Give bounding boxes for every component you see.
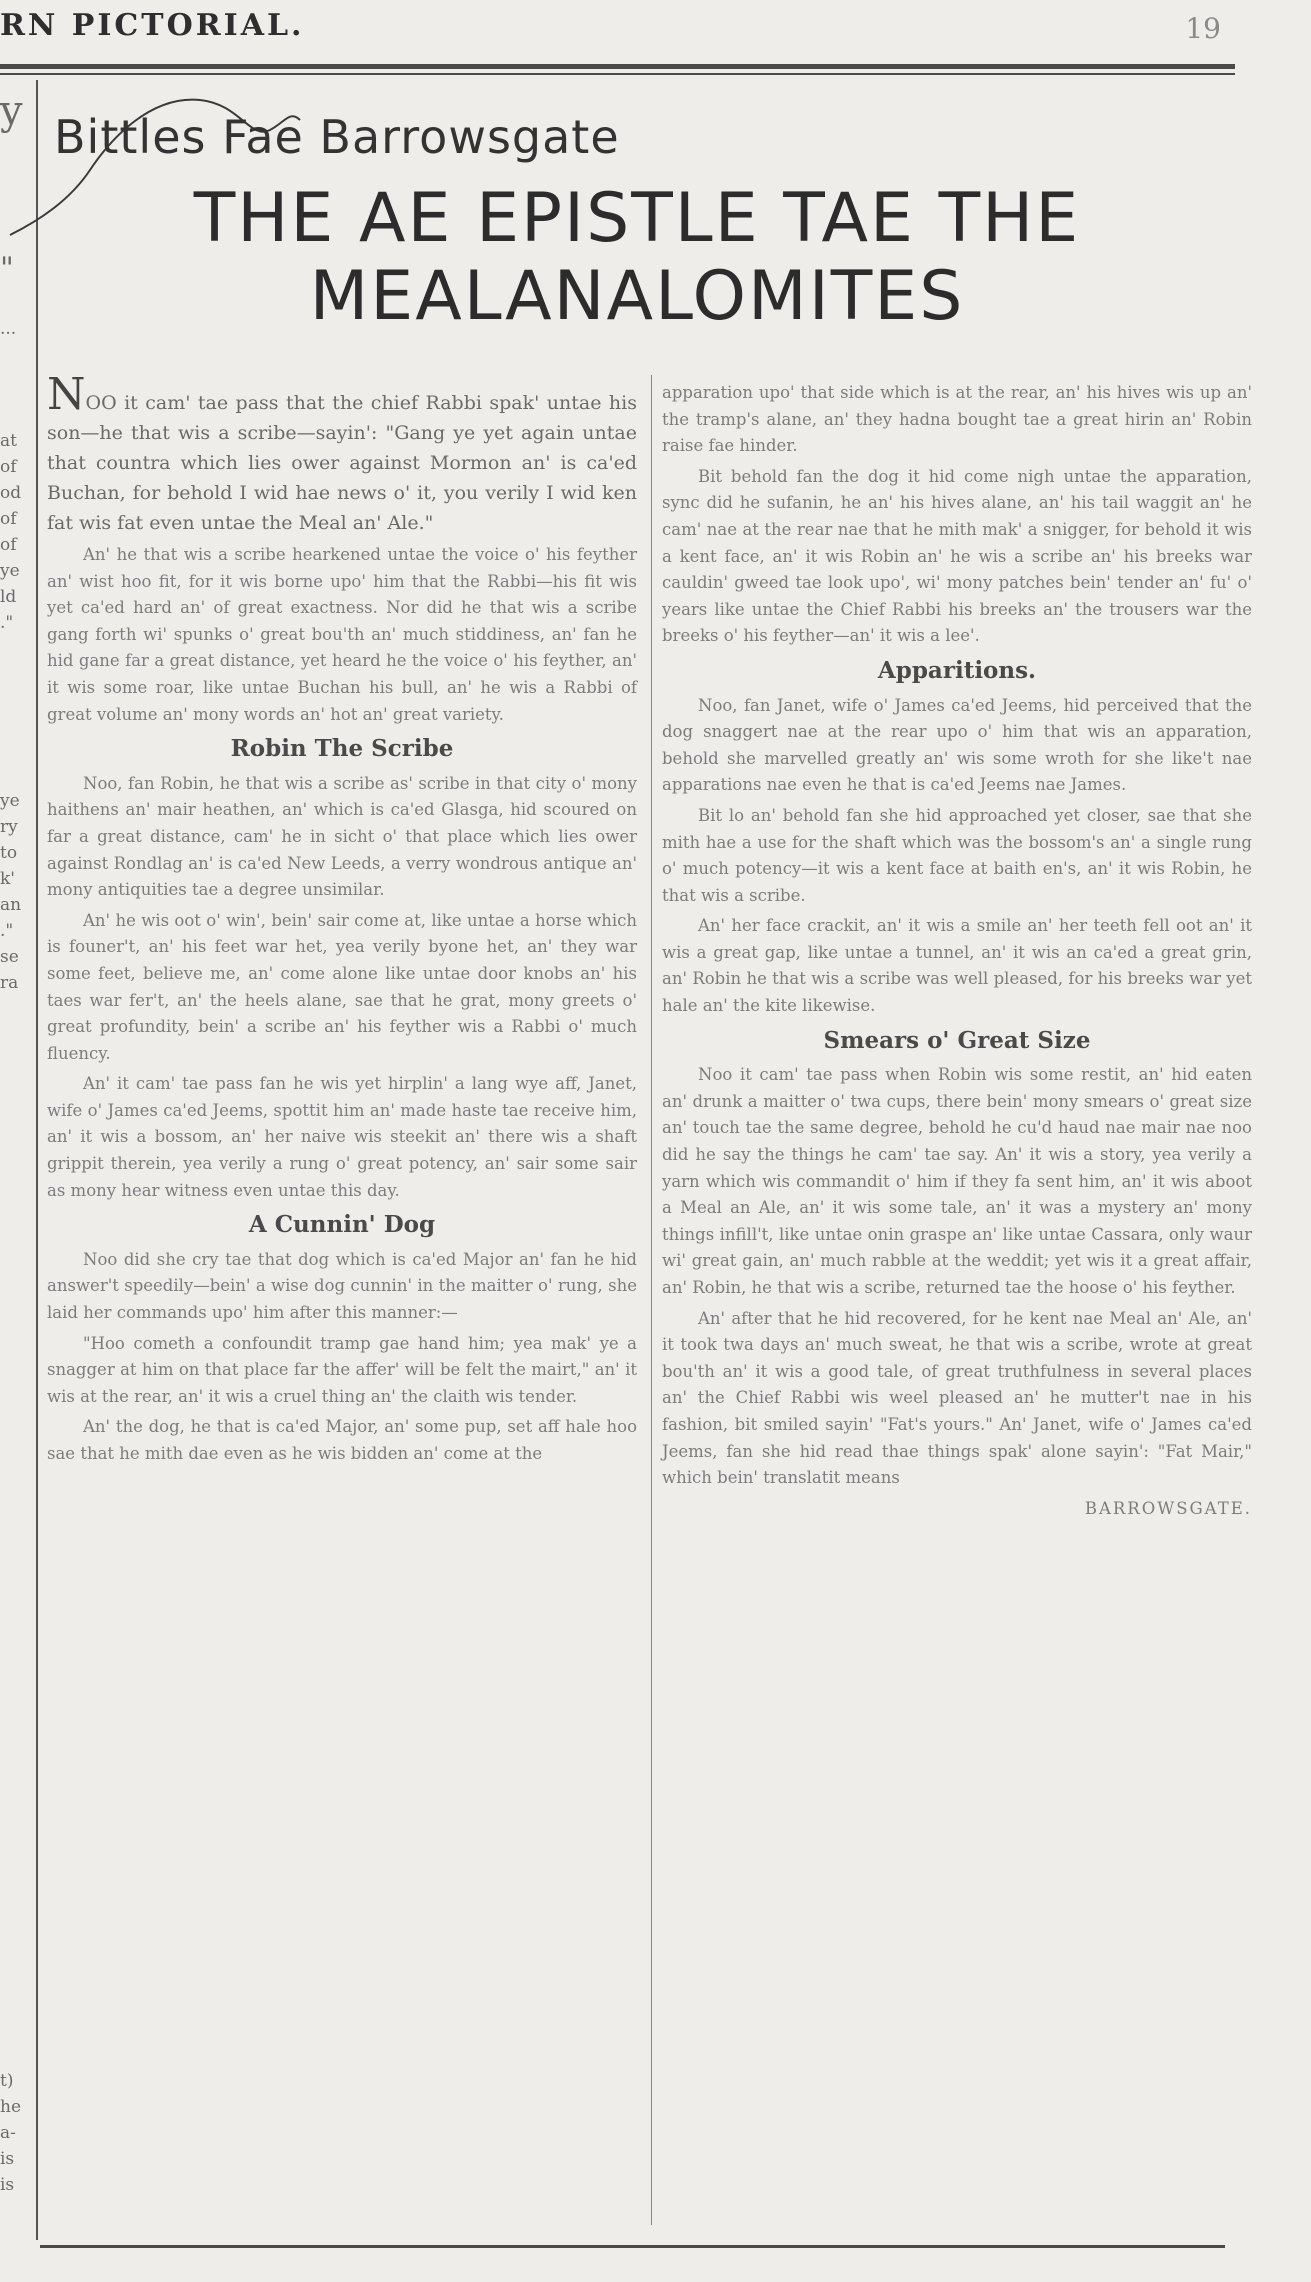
fragment: of [0, 535, 17, 555]
fragment: od [0, 483, 22, 503]
fragment: at [0, 431, 17, 451]
paragraph: An' he wis oot o' win', bein' sair come at, like untae a horse which is founer't, an' his feet war het, yea verily byone het, an' they war some feet, believe me, an' come alone like untae door knobs an' his taes war fer't, an' the heels alane, sae that he grat, mony greets o' great profundity, bein' a scribe an' his feyther wis a Rabbi o' much fluency. [47, 910, 637, 1063]
fragment: ld [0, 587, 17, 607]
fragment: to [0, 843, 18, 863]
running-head: RN PICTORIAL. [0, 8, 305, 43]
title-line-2: MEALANALOMITES [309, 257, 965, 336]
article-kicker: Bittles Fae Barrowsgate [54, 110, 620, 164]
fragment: of [0, 509, 17, 529]
fragment: y [0, 88, 23, 134]
article-column-2 [662, 380, 1252, 1526]
paragraph: An' it cam' tae pass fan he wis yet hirplin' a lang wye aff, Janet, wife o' James ca'ed Jeems, spottit him an' made haste tae receive him, an' it wis a bossom, an' her naive wis steekit an' there wis a shaft grippit therein, yea verily a rung o' great potency, an' sair some sair as mony hear witness even untae this day. [47, 1074, 637, 1200]
signature: BARROWSGATE. [1084, 1498, 1252, 1518]
paragraph: An' the dog, he that is ca'ed Major, an' some pup, set aff hale hoo sae that he mith dae even as he wis bidden an' come at the [47, 1417, 637, 1463]
paragraph: Noo did she cry tae that dog which is ca'ed Major an' fan he hid answer't speedily—bein' a wise dog cunnin' in the maitter o' rung, she laid her commands upo' him after this manner:— [47, 1249, 637, 1323]
paragraph: "Hoo cometh a confoundit tramp gae hand him; yea mak' ye a snagger at him on that place far the affer' will be felt the mairt," an' it wis at the rear, an' it wis a cruel thing an' the claith wis tender. [47, 1333, 637, 1406]
title-line-1: THE AE EPISTLE TAE THE [193, 179, 1081, 258]
article-column-1 [47, 369, 637, 1472]
header-rule-thin [0, 73, 1235, 75]
paragraph: An' he that wis a scribe hearkened untae the voice o' his feyther an' wist hoo fit, for it wis borne upo' him that the Rabbi—his fit wis yet ca'ed hard an' of great exactness. Nor did he that wis a scribe gang forth wi' spunks o' great bou'th an' much stiddiness, an' fan he hid gane far a great distance, yet heard he the voice o' his feyther, an' it wis some roar, like untae Buchan his bull, an' he wis a Rabbi of great volume an' mony words an' hot an' great variety. [47, 545, 637, 724]
fragment: is [0, 2149, 15, 2169]
paragraph-text: OO it cam' tae pass that the chief Rabbi spak' untae his son—he that wis a scribe—sayin': "Gang ye yet again untae that countra which lies ower against Mormon an' is ca'ed Buchan, for behold I wid hae news o' it, you verily I wid ken fat wis fat even untae the Meal an' Ale." [47, 392, 637, 534]
fragment: he [0, 2097, 22, 2117]
fragment: ye [0, 791, 20, 811]
paragraph: Bit lo an' behold fan she hid approached yet closer, sae that she mith hae a use for the shaft which was the bossom's an' a single rung o' much potency—it wis a kent face at baith en's, an' it wis Robin, he that wis a scribe. [662, 805, 1252, 905]
paragraph: Noo, fan Janet, wife o' James ca'ed Jeems, hid perceived that the dog snaggert nae at the rear upo o' him that wis an apparation, behold she marvelled greatly an' wis some wroth for she like't nae apparations nae even he that is ca'ed Jeems nae James. [662, 695, 1252, 795]
fragment: ... [0, 319, 17, 339]
fragment: ry [0, 817, 18, 837]
article-title [42, 180, 1232, 336]
column-divider-left [36, 80, 38, 2240]
paragraph: An' after that he hid recovered, for he kent nae Meal an' Ale, an' it took twa days an' much sweat, he that wis a scribe, wrote at great bou'th an' it wis a good tale, of great truthfulness in several places an' the Chief Rabbi wis weel pleased an' he mutter't nae in his fashion, bit smiled sayin' "Fat's yours." An' Janet, wife o' James ca'ed Jeems, fan she hid read thae things spak' alone sayin': "Fat Mair," which bein' translatit means [662, 1308, 1252, 1488]
fragment: t) [0, 2071, 14, 2091]
header-rule [0, 64, 1235, 69]
fragment: is [0, 2175, 15, 2195]
fragment: ye [0, 561, 20, 581]
page-header [0, 0, 1311, 70]
page-number: 19 [1185, 12, 1221, 45]
subheading: Robin The Scribe [230, 735, 454, 763]
subheading: Smears o' Great Size [823, 1026, 1091, 1054]
footer-rule [40, 2245, 1225, 2248]
paragraph: An' her face crackit, an' it wis a smile an' her teeth fell oot an' it wis a great gap, like untae a tunnel, an' it wis an ca'ed a great grin, an' Robin he that wis a scribe was well pleased, for his breeks war yet hale an' the kite likewise. [662, 916, 1252, 1016]
previous-column-fragment [0, 78, 34, 2238]
fragment: se [0, 947, 19, 967]
fragment: of [0, 457, 17, 477]
drop-cap: N [47, 369, 86, 420]
fragment: k' [0, 869, 15, 889]
paragraph: Noo, fan Robin, he that wis a scribe as' scribe in that city o' mony haithens an' mair heathen, an' which is ca'ed Glasga, hid scoured on far a great distance, cam' he in sicht o' that place which lies ower against Rondlag an' is ca'ed New Leeds, a verry wondrous antique an' mony antiquities tae a degree unsimilar. [47, 773, 637, 900]
fragment: a- [0, 2123, 16, 2143]
paragraph: Noo it cam' tae pass when Robin wis some restit, an' hid eaten an' drunk a maitter o' twa cups, there bein' mony smears o' great size an' touch tae the same degree, behold he cu'd haud nae mair nae noo did he say the things he cam' tae say. An' it wis a story, yea verily a yarn which wis commandit o' him if they fa sent him, an' it wis aboot a Meal an Ale, an' it wis some tale, an' it was a mystery an' mony things infill't, like untae onin graspe an' like untae Cassara, only waur wi' great gain, an' much rabble at the weddit; yet wis it a great affair, an' Robin, he that wis a scribe, returned tae the hoose o' his feyther. [662, 1065, 1252, 1297]
fragment: ." [0, 921, 14, 941]
fragment: ." [0, 613, 14, 633]
paragraph: Bit behold fan the dog it hid come nigh untae the apparation, sync did he sufanin, he an' his hives alane, an' his tail waggit an' he cam' nae at the rear nae that he mith mak' a snigger, for behold it wis a kent face, an' it wis Robin an' he wis a scribe an' his breeks war cauldin' gweed tae look upo', wi' mony patches bein' tender an' fu' o' years like untae the Chief Rabbi his breeks an' the trousers war the breeks o' his feyther—an' it wis a lee'. [662, 466, 1252, 646]
subheading: A Cunnin' Dog [248, 1211, 436, 1239]
fragment: ra [0, 973, 19, 993]
column-divider-middle [651, 375, 652, 2225]
subheading: Apparitions. [877, 656, 1037, 684]
fragment: an [0, 895, 22, 915]
paragraph [47, 369, 637, 538]
paragraph: apparation upo' that side which is at the rear, an' his hives wis up an' the tramp's alane, an' they hadna bought tae a great hirin an' Robin raise fae hinder. [662, 383, 1252, 456]
fragment: " [0, 251, 14, 286]
